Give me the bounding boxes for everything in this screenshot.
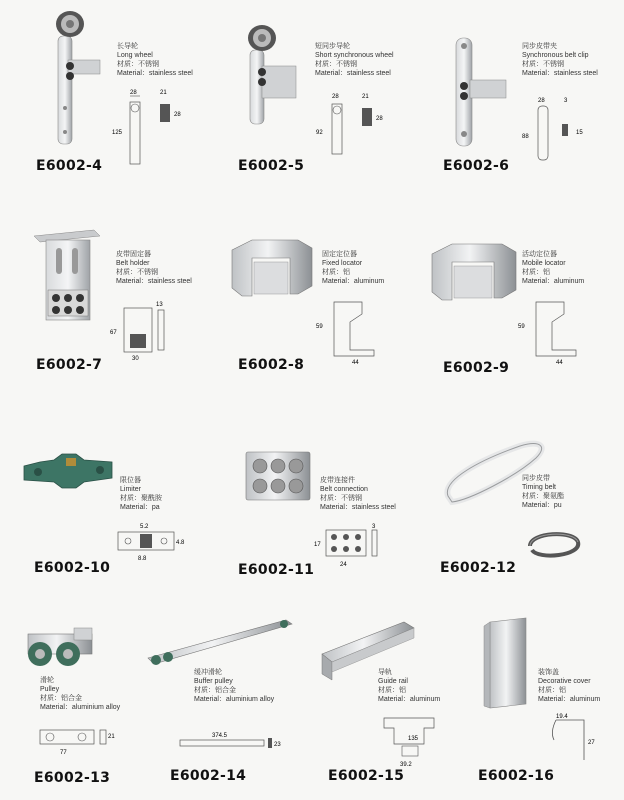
- name-en: Limiter: [120, 486, 142, 493]
- dim-height: 67: [110, 330, 117, 336]
- name-en: Buffer pulley: [194, 678, 233, 685]
- name-en: Synchronous belt clip: [522, 52, 589, 59]
- product-code: E6002-5: [238, 158, 305, 174]
- dim-height: 27: [588, 740, 595, 746]
- name-en: Fixed locator: [322, 260, 363, 267]
- dim-height: 92: [316, 130, 323, 136]
- dim-inner: 5.2: [140, 524, 149, 530]
- name-en: Long wheel: [117, 52, 153, 59]
- product-code: E6002-9: [443, 360, 510, 376]
- fixed-locator-drawing: [314, 298, 384, 366]
- limiter-photo: [20, 452, 116, 492]
- dim-width: 19.4: [556, 714, 568, 720]
- dim-width: 77: [60, 750, 67, 756]
- dim-width: 28: [332, 94, 339, 100]
- long-wheel-drawing: [110, 86, 190, 168]
- name-en: Pulley: [40, 686, 60, 693]
- name-cn: 限位器: [120, 477, 141, 484]
- mobile-locator-drawing: [516, 298, 586, 366]
- product-code: E6002-11: [238, 562, 315, 578]
- name-en: Guide rail: [378, 678, 408, 685]
- material-en: Material：pu: [522, 502, 562, 509]
- dim-thickness: 3: [372, 524, 376, 530]
- dim-length: 374.5: [212, 733, 228, 739]
- name-cn: 同步皮带: [522, 475, 550, 482]
- dim-width: 24: [340, 562, 347, 568]
- dim-height: 59: [316, 324, 323, 330]
- material-en: Material：stainless steel: [116, 278, 192, 285]
- decorative-cover-drawing: [540, 712, 600, 766]
- belt-connection-drawing: [314, 522, 394, 570]
- name-cn: 导轨: [378, 669, 392, 676]
- material-cn: 材质：不锈钢: [117, 61, 159, 68]
- dim-height: 59: [518, 324, 525, 330]
- name-en: Timing belt: [522, 484, 556, 491]
- product-code: E6002-8: [238, 357, 305, 373]
- belt-holder-drawing: [110, 298, 190, 364]
- material-en: Material：aluminum: [322, 278, 385, 285]
- name-en: Short synchronous wheel: [315, 52, 394, 59]
- limiter-drawing: [108, 518, 194, 564]
- material-en: Material：aluminium alloy: [40, 704, 121, 711]
- product-code: E6002-7: [36, 357, 103, 373]
- name-cn: 缓冲滑轮: [194, 669, 222, 676]
- dim-side: 28: [174, 112, 181, 118]
- material-cn: 材质：铝合金: [40, 695, 82, 702]
- material-en: Material：stainless steel: [315, 70, 391, 77]
- belt-clip-photo: [450, 34, 514, 150]
- dim-width: 28: [130, 90, 137, 96]
- dim-height: 17: [314, 542, 321, 548]
- short-wheel-drawing: [312, 90, 392, 166]
- material-cn: 材质：不锈钢: [116, 269, 158, 276]
- name-cn: 固定定位器: [322, 251, 357, 258]
- material-cn: 材质：铝: [538, 687, 566, 694]
- name-en: Belt holder: [116, 260, 150, 267]
- product-code: E6002-13: [34, 770, 111, 786]
- name-cn: 长导轮: [117, 43, 138, 50]
- product-code: E6002-10: [34, 560, 111, 576]
- belt-clip-drawing: [520, 94, 600, 166]
- material-en: Material：aluminum: [538, 696, 601, 703]
- dim-height: 88: [522, 134, 529, 140]
- dim-height: 135: [408, 736, 419, 742]
- name-cn: 皮带固定器: [116, 251, 151, 258]
- decorative-cover-photo: [482, 616, 530, 710]
- buffer-pulley-photo: [146, 614, 294, 670]
- name-cn: 短同步导轮: [315, 43, 350, 50]
- product-code: E6002-15: [328, 768, 405, 784]
- product-code: E6002-4: [36, 158, 103, 174]
- dim-height: 21: [108, 734, 115, 740]
- dim-depth: 21: [160, 90, 167, 96]
- material-cn: 材质：铝: [378, 687, 406, 694]
- material-en: Material：aluminum: [378, 696, 441, 703]
- name-en: Decorative cover: [538, 678, 591, 685]
- dim-thickness: 13: [156, 302, 163, 308]
- buffer-pulley-drawing: [176, 730, 286, 754]
- name-cn: 皮带连接件: [320, 477, 355, 484]
- material-cn: 材质：铝: [522, 269, 550, 276]
- name-cn: 装饰盖: [538, 669, 559, 676]
- long-wheel-photo: [48, 8, 110, 148]
- dim-width: 39.2: [400, 762, 412, 768]
- product-code: E6002-16: [478, 768, 555, 784]
- pulley-photo: [24, 626, 98, 670]
- material-cn: 材质：铝合金: [194, 687, 236, 694]
- material-en: Material：stainless steel: [320, 504, 396, 511]
- belt-holder-photo: [34, 226, 100, 326]
- dim-height: 23: [274, 742, 281, 748]
- fixed-locator-photo: [228, 236, 314, 300]
- pulley-drawing: [36, 724, 116, 758]
- material-cn: 材质：不锈钢: [522, 61, 564, 68]
- guide-rail-drawing: [378, 712, 442, 770]
- material-cn: 材质：铝: [322, 269, 350, 276]
- short-wheel-photo: [244, 20, 304, 130]
- material-cn: 材质：聚氨酯: [522, 493, 564, 500]
- dim-height: 125: [112, 130, 123, 136]
- dim-height: 4.8: [176, 540, 185, 546]
- material-cn: 材质：不锈钢: [320, 495, 362, 502]
- belt-coil-drawing: [524, 526, 584, 562]
- name-en: Belt connection: [320, 486, 368, 493]
- name-cn: 同步皮带夹: [522, 43, 557, 50]
- dim-width: 28: [538, 98, 545, 104]
- product-code: E6002-6: [443, 158, 510, 174]
- dim-side: 15: [576, 130, 583, 136]
- dim-width: 8.8: [138, 556, 147, 562]
- material-cn: 材质：不锈钢: [315, 61, 357, 68]
- material-en: Material：aluminium alloy: [194, 696, 275, 703]
- dim-thickness: 3: [564, 98, 568, 104]
- mobile-locator-photo: [428, 240, 518, 304]
- product-code: E6002-12: [440, 560, 517, 576]
- dim-width: 44: [352, 360, 359, 366]
- material-en: Material：stainless steel: [522, 70, 598, 77]
- material-cn: 材质：聚酰胺: [120, 495, 162, 502]
- name-cn: 滑轮: [40, 677, 54, 684]
- material-en: Material：stainless steel: [117, 70, 193, 77]
- material-en: Material：pa: [120, 504, 160, 511]
- name-cn: 活动定位器: [522, 251, 557, 258]
- dim-width: 44: [556, 360, 563, 366]
- dim-side: 28: [376, 116, 383, 122]
- dim-width: 30: [132, 356, 139, 362]
- product-code: E6002-14: [170, 768, 247, 784]
- dim-depth: 21: [362, 94, 369, 100]
- material-en: Material：aluminum: [522, 278, 585, 285]
- belt-connection-photo: [242, 444, 314, 504]
- name-en: Mobile locator: [522, 260, 566, 267]
